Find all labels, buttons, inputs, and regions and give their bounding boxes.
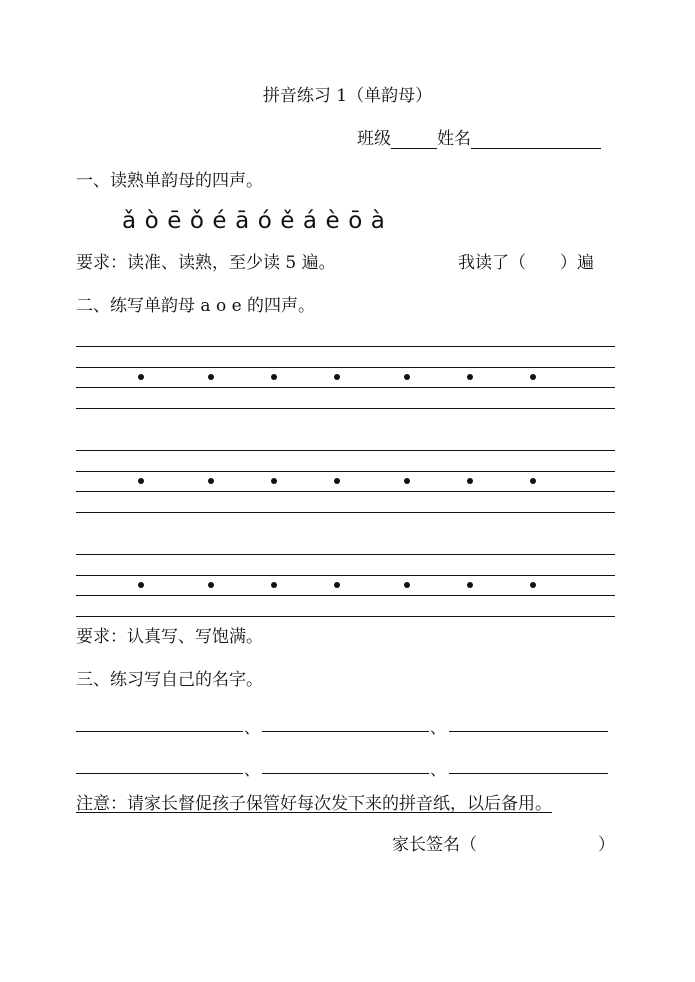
grid-dot	[467, 374, 473, 380]
tone-letter: ě	[280, 208, 295, 234]
section2-heading: 二、练写单韵母 a o e 的四声。	[76, 296, 316, 316]
worksheet-title: 拼音练习 1（单韵母）	[262, 86, 433, 106]
name-separator: 、	[244, 718, 261, 737]
name-separator: 、	[430, 760, 447, 779]
class-name-row	[357, 129, 601, 149]
tone-letter: ā	[235, 208, 250, 234]
name-label: 姓名	[437, 129, 471, 149]
grid-dot	[404, 374, 410, 380]
tone-letter: ō	[348, 208, 363, 234]
tone-letter: ǎ	[122, 208, 137, 234]
class-blank[interactable]	[391, 130, 437, 149]
tone-letter: ó	[257, 208, 272, 234]
tone-letter: ē	[167, 208, 182, 234]
tone-letter: á	[302, 208, 318, 234]
section1-heading: 一、读熟单韵母的四声。	[76, 171, 263, 191]
parent-signature-label: 家长签名（	[392, 835, 477, 855]
tone-letter: è	[325, 208, 340, 234]
grid-line	[76, 346, 615, 347]
parent-signature-close: ）	[598, 835, 615, 855]
grid-line	[76, 450, 615, 451]
grid-dot	[334, 374, 340, 380]
name-line[interactable]	[76, 773, 243, 774]
grid-line	[76, 367, 615, 368]
section2-requirement: 要求：认真写、写饱满。	[76, 627, 263, 647]
grid-dot	[138, 478, 144, 484]
name-line[interactable]	[449, 773, 608, 774]
name-line[interactable]	[262, 773, 429, 774]
tone-list	[122, 208, 393, 234]
name-line[interactable]	[449, 731, 608, 732]
grid-dot	[138, 374, 144, 380]
grid-line	[76, 554, 615, 555]
grid-dot	[404, 582, 410, 588]
tone-letter: à	[370, 208, 385, 234]
grid-dot	[208, 478, 214, 484]
grid-line	[76, 387, 615, 388]
name-blank[interactable]	[471, 130, 601, 149]
grid-dot	[271, 582, 277, 588]
section1-requirement: 要求：读准、读熟，至少读 5 遍。	[76, 253, 336, 273]
grid-dot	[138, 582, 144, 588]
grid-line	[76, 575, 615, 576]
grid-dot	[208, 374, 214, 380]
grid-line	[76, 471, 615, 472]
grid-dot	[530, 374, 536, 380]
grid-dot	[271, 374, 277, 380]
name-separator: 、	[430, 718, 447, 737]
grid-dot	[467, 478, 473, 484]
grid-dot	[334, 478, 340, 484]
read-count: 我读了（ ）遍	[458, 253, 594, 273]
section3-heading: 三、练习写自己的名字。	[76, 670, 263, 690]
grid-dot	[208, 582, 214, 588]
grid-dot	[334, 582, 340, 588]
grid-line	[76, 595, 615, 596]
grid-dot	[530, 582, 536, 588]
notice-text: 注意：请家长督促孩子保管好每次发下来的拼音纸，以后备用。	[76, 794, 552, 814]
name-line[interactable]	[262, 731, 429, 732]
grid-dot	[271, 478, 277, 484]
grid-line	[76, 616, 615, 617]
grid-dot	[467, 582, 473, 588]
grid-line	[76, 408, 615, 409]
grid-line	[76, 512, 615, 513]
tone-letter: ò	[144, 208, 159, 234]
grid-dot	[404, 478, 410, 484]
name-line[interactable]	[76, 731, 243, 732]
grid-line	[76, 491, 615, 492]
grid-dot	[530, 478, 536, 484]
name-separator: 、	[244, 760, 261, 779]
tone-letter: ǒ	[189, 208, 204, 234]
tone-letter: é	[212, 208, 227, 234]
class-label: 班级	[357, 129, 391, 149]
